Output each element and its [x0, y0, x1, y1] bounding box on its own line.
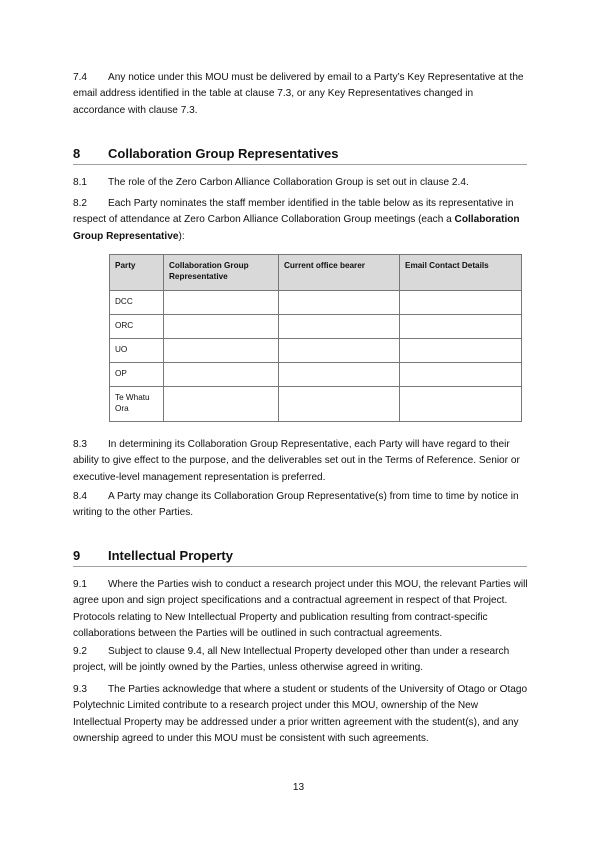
party-cell: DCC — [110, 291, 164, 315]
clause-8-2 — [73, 196, 528, 245]
column-header-representative: Collaboration Group Representative — [164, 255, 279, 291]
table-row — [110, 387, 522, 422]
clause-8-1 — [73, 175, 528, 191]
clause-number: 8.3 — [73, 439, 88, 450]
clause-text: In determining its Collaboration Group Representative, each Party will have regard to their ability to give effect to the purpose, and the deliverables set out in the Terms of Reference. Senior or executive-level management representation is preferred. — [73, 439, 520, 483]
clause-text: Each Party nominates the staff member identified in the table below as its representative in respect of attendance at Zero Carbon Alliance Collaboration Group meetings (each a — [73, 198, 514, 226]
section-title: Intellectual Property — [108, 548, 233, 563]
empty-cell — [400, 315, 522, 339]
page-number: 13 — [292, 782, 305, 793]
column-header-office-bearer: Current office bearer — [279, 255, 400, 291]
section-title: Collaboration Group Representatives — [108, 146, 339, 161]
party-cell: UO — [110, 339, 164, 363]
table-row — [110, 315, 522, 339]
column-header-party: Party — [110, 255, 164, 291]
representatives-table — [109, 254, 522, 422]
empty-cell — [400, 363, 522, 387]
table-header-row — [110, 255, 522, 291]
clause-text: The Parties acknowledge that where a student or students of the University of Otago or Otago Polytechnic Limited contribute to a research project under this MOU, ownership of the New Intellectual Property may be addressed under a prior written agreement with the student(s), and any ownership agreed to under this MOU must be consistent with such agreements. — [73, 684, 528, 745]
empty-cell — [279, 363, 400, 387]
clause-number: 8.4 — [73, 491, 88, 502]
party-cell: ORC — [110, 315, 164, 339]
table-row — [110, 339, 522, 363]
empty-cell — [400, 291, 522, 315]
empty-cell — [400, 387, 522, 422]
empty-cell — [400, 339, 522, 363]
clause-number: 8.1 — [73, 177, 88, 188]
clause-8-4 — [73, 489, 528, 522]
clause-number: 9.1 — [73, 579, 88, 590]
empty-cell — [279, 315, 400, 339]
empty-cell — [164, 291, 279, 315]
clause-9-3 — [73, 682, 528, 748]
empty-cell — [164, 387, 279, 422]
clause-number: 8.2 — [73, 198, 88, 209]
party-cell: OP — [110, 363, 164, 387]
clause-text: Subject to clause 9.4, all New Intellectual Property developed other than under a research project, will be jointly owned by the Parties, unless otherwise agreed in writing. — [73, 646, 510, 674]
table-row — [110, 363, 522, 387]
defined-term: Collaboration Group Representative — [73, 214, 520, 242]
party-cell: Te Whatu Ora — [110, 387, 164, 422]
clause-9-2 — [73, 644, 528, 677]
clause-9-1 — [73, 577, 528, 643]
empty-cell — [164, 339, 279, 363]
clause-text: A Party may change its Collaboration Group Representative(s) from time to time by notice in writing to the other Parties. — [73, 491, 519, 519]
section-8-heading — [73, 145, 527, 165]
clause-text: The role of the Zero Carbon Alliance Collaboration Group is set out in clause 2.4. — [108, 177, 469, 188]
empty-cell — [164, 363, 279, 387]
clause-text: Any notice under this MOU must be delivered by email to a Party’s Key Representative at the email address identified in the table at clause 7.3, or any Key Representatives changed in accordance with clause 7.3. — [73, 72, 524, 116]
section-number: 8 — [73, 146, 81, 161]
clause-number: 7.4 — [73, 72, 88, 83]
empty-cell — [279, 291, 400, 315]
clause-text-end: ): — [178, 230, 185, 242]
clause-text: Where the Parties wish to conduct a research project under this MOU, the relevant Parties will agree upon and sign project specifications and a contractual agreement in respect of that Project. Protocols relating to New Intellectual Property and publication resulting from contract-specific collaborations between the Parties will be outlined in such contractual agreements. — [73, 579, 528, 640]
clause-number: 9.2 — [73, 646, 88, 657]
section-number: 9 — [73, 548, 81, 563]
empty-cell — [164, 315, 279, 339]
column-header-email: Email Contact Details — [400, 255, 522, 291]
table-row — [110, 291, 522, 315]
clause-8-3 — [73, 437, 528, 486]
empty-cell — [279, 339, 400, 363]
empty-cell — [279, 387, 400, 422]
clause-7-4 — [73, 70, 528, 119]
clause-number: 9.3 — [73, 684, 88, 695]
section-9-heading — [73, 547, 527, 567]
